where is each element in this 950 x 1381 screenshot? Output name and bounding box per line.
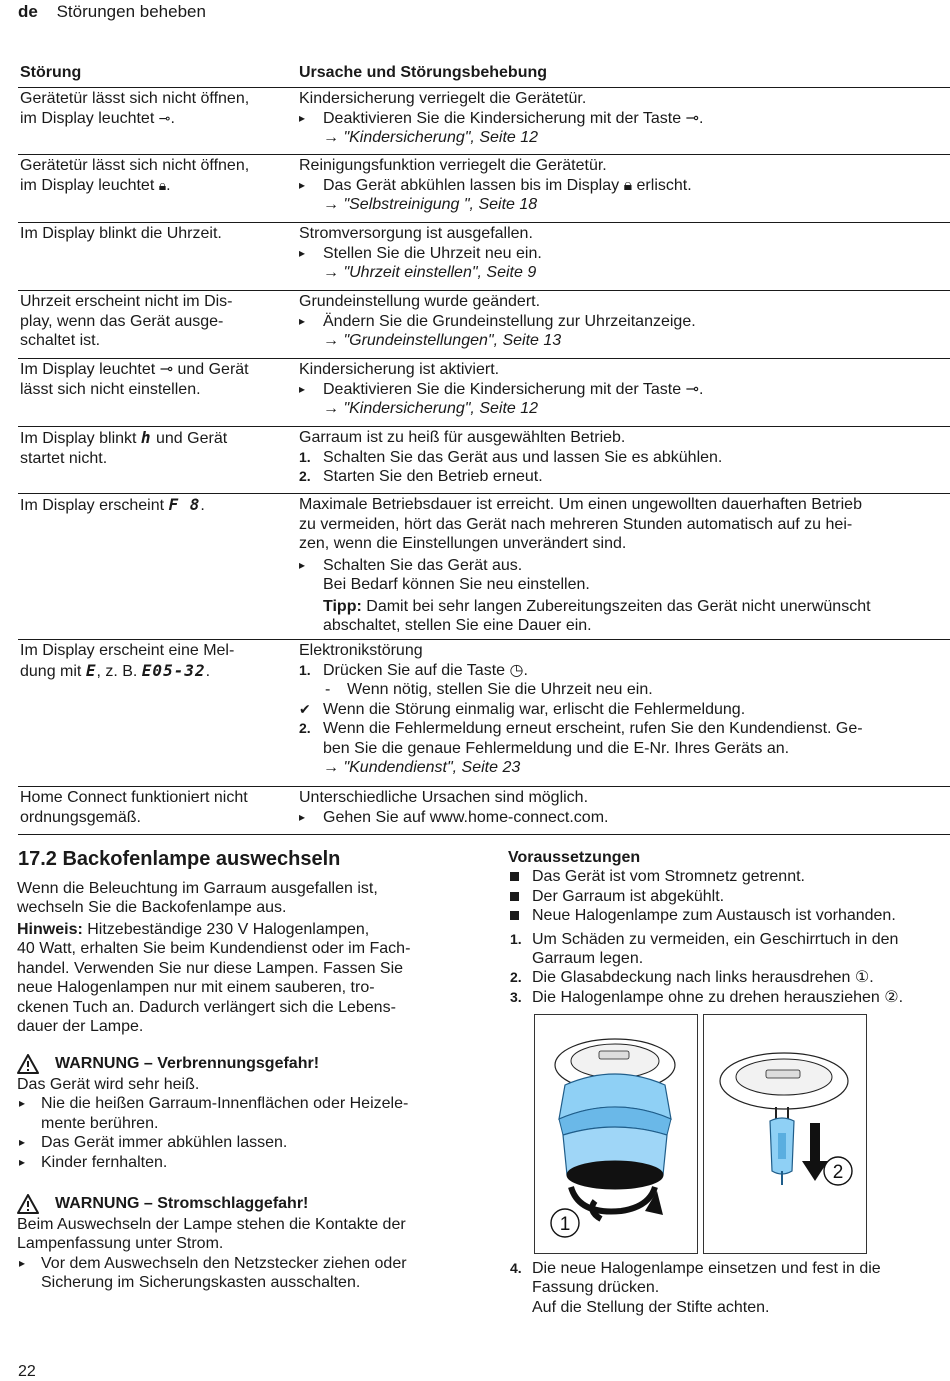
- page-header: [18, 2, 206, 22]
- note-label: Hinweis:: [17, 921, 83, 938]
- arrow-bullet-icon: ▸: [299, 557, 306, 572]
- col-header-fault: Störung: [20, 64, 82, 81]
- check-icon: ✔: [299, 700, 311, 717]
- arrow-bullet-icon: ▸: [299, 110, 306, 125]
- display-e-symbol: E: [85, 660, 97, 680]
- arrow-bullet-icon: ▸: [299, 245, 306, 260]
- display-error-code: E05-32: [141, 660, 206, 680]
- section-heading: 17.2 Backofenlampe auswechseln: [18, 848, 341, 870]
- arrow-bullet-icon: ▸: [299, 381, 306, 396]
- display-h-symbol: h: [140, 428, 152, 447]
- fault-cell: Im Display blinkt die Uhrzeit.: [20, 225, 222, 242]
- arrow-bullet-icon: ▸: [19, 1135, 26, 1150]
- arrow-bullet-icon: ▸: [299, 313, 306, 328]
- table-row: [18, 88, 950, 155]
- section-intro: Wenn die Beleuchtung im Garraum ausgefallen ist, wechseln Sie die Backofenlampe aus.: [17, 880, 378, 917]
- col-header-cause: Ursache und Störungsbehebung: [299, 64, 548, 81]
- cause-cell: Grundeinstellung wurde geändert. ▸ Ändern Sie die Grundeinstellung zur Uhrzeitanzeige. → "Grundeinstellungen", Seite 13: [299, 292, 949, 351]
- fault-cell: Gerätetür lässt sich nicht öffnen, im Display leuchtet 🔒︎.: [20, 156, 288, 196]
- table-row: [18, 155, 950, 223]
- cause-cell: Garraum ist zu heiß für ausgewählten Betrieb. 1. Schalten Sie das Gerät aus und lassen Sie es abkühlen. 2. Starten Sie den Betrieb erneut.: [299, 429, 723, 485]
- cross-reference: → "Kindersicherung", Seite 12: [323, 400, 539, 417]
- troubleshooting-table: [18, 62, 950, 835]
- display-f8-symbol: F 8: [168, 495, 201, 514]
- cause-cell: Maximale Betriebsdauer ist erreicht. Um einen ungewollten dauerhaften Betrieb zu vermeiden, hört das Gerät nach mehreren Stunden automatisch auf zu hei- zen, wenn die Einstellungen unverändert sind. ▸ Schalten Sie das Gerät aus. Bei Bedarf können Sie neu einstellen. Tipp: Damit bei sehr langen Zubereitungszeiten das Gerät nicht unerwünscht abschaltet, stellen Sie eine Dauer ein.: [299, 495, 949, 636]
- fault-cell: Im Display leuchtet ⊸ und Gerät lässt sich nicht einstellen.: [20, 361, 249, 398]
- figure-pull-lamp: [703, 1014, 867, 1254]
- arrow-bullet-icon: ▸: [19, 1154, 26, 1169]
- arrow-bullet-icon: ▸: [19, 1096, 26, 1111]
- square-bullet-icon: [510, 892, 519, 901]
- cross-reference: → "Grundeinstellungen", Seite 13: [323, 332, 562, 349]
- cause-cell: Reinigungsfunktion verriegelt die Gerätetür. ▸ Das Gerät abkühlen lassen bis im Display 🔒︎ erlischt. → "Selbstreinigung ", Seite 18: [299, 156, 949, 215]
- fault-cell: Im Display blinkt h und Gerät startet nicht.: [20, 428, 228, 467]
- note-block: Hinweis: Hitzebeständige 230 V Halogenlampen, 40 Watt, erhalten Sie beim Kundendienst oder im Fach- handel. Verwenden Sie nur diese Lampen. Fassen Sie neue Halogenlampen nur mit einem sauberen, tro- ckenen Tuch an. Dadurch verlängert sich die Lebens- dauer der Lampe.: [17, 921, 411, 1036]
- table-row: [18, 359, 950, 427]
- cross-reference: → "Selbstreinigung ", Seite 18: [323, 196, 538, 213]
- figure-label-1: 1: [559, 1214, 571, 1235]
- key-lock-icon: ⊸: [158, 110, 171, 127]
- figure-label-2: 2: [832, 1162, 844, 1183]
- step-4: 4. Die neue Halogenlampe einsetzen und fest in die Fassung drücken. Auf die Stellung der Stifte achten.: [510, 1260, 881, 1316]
- fault-cell: Home Connect funktioniert nicht ordnungsgemäß.: [20, 789, 248, 826]
- arrow-bullet-icon: ▸: [299, 809, 306, 824]
- prereq-title: Voraussetzungen: [508, 849, 641, 866]
- table-header: [18, 62, 950, 88]
- table-row: [18, 640, 950, 787]
- tip-note: Tipp: Damit bei sehr langen Zubereitungszeiten das Gerät nicht unerwünscht: [323, 597, 871, 615]
- fault-cell: Gerätetür lässt sich nicht öffnen, im Display leuchtet ⊸.: [20, 89, 288, 129]
- arrow-bullet-icon: ▸: [19, 1255, 26, 1270]
- table-row: [18, 494, 950, 640]
- cause-cell: Unterschiedliche Ursachen sind möglich. ▸ Gehen Sie auf www.home-connect.com.: [299, 789, 609, 826]
- warning-shock: WARNUNG – Stromschlaggefahr! Beim Auswechseln der Lampe stehen die Kontakte der Lampenfassung unter Strom. ▸ Vor dem Auswechseln den Netzstecker ziehen oder Sicherung im Sicherungskasten ausschalten.: [17, 1195, 407, 1292]
- list-item: Das Gerät ist vom Stromnetz getrennt.: [508, 867, 948, 886]
- prerequisites: [508, 848, 948, 1007]
- lamp-cover-illustration: [535, 1015, 697, 1253]
- cause-cell: Elektronikstörung 1. Drücken Sie auf die Taste ◷. - Wenn nötig, stellen Sie die Uhrzeit neu ein. ✔ Wenn die Störung einmalig war, erlischt die Fehlermeldung. 2. Wenn die Fehlermeldung erneut erscheint, rufen Sie den Kundendienst. Ge- ben Sie die genaue Fehlermeldung und die E-Nr. Ihres Geräts an. → "Kundendienst", Seite 23: [299, 641, 949, 778]
- figure-remove-cover: [534, 1014, 698, 1254]
- language-code: de: [18, 2, 38, 21]
- cross-reference: → "Kindersicherung", Seite 12: [323, 129, 539, 146]
- warning-triangle-icon: [17, 1194, 39, 1214]
- list-item: 2. Die Glasabdeckung nach links herausdrehen ①.: [510, 969, 874, 987]
- page-number: 22: [18, 1363, 36, 1380]
- cause-cell: Stromversorgung ist ausgefallen. ▸ Stellen Sie die Uhrzeit neu ein. → "Uhrzeit einstellen", Seite 9: [299, 224, 949, 283]
- square-bullet-icon: [510, 872, 519, 881]
- list-item: 1. Um Schäden zu vermeiden, ein Geschirrtuch in den Garraum legen.: [510, 930, 899, 968]
- cross-reference: → "Kundendienst", Seite 23: [323, 759, 521, 776]
- warning-burn: WARNUNG – Verbrennungsgefahr! Das Gerät wird sehr heiß. ▸ Nie die heißen Garraum-Innenflächen oder Heizele- mente berühren. ▸ Das Gerät immer abkühlen lassen. ▸ Kinder fernhalten.: [17, 1055, 409, 1171]
- fault-cell: Im Display erscheint eine Mel- dung mit E, z. B. E05-32.: [20, 642, 235, 680]
- table-row: [18, 787, 950, 835]
- list-item: Neue Halogenlampe zum Austausch ist vorhanden.: [508, 906, 948, 925]
- table-row: [18, 291, 950, 359]
- padlock-icon: 🔒︎: [158, 177, 167, 194]
- fault-cell: Uhrzeit erscheint nicht im Dis- play, wenn das Gerät ausge- schaltet ist.: [20, 293, 233, 349]
- chapter-title: Störungen beheben: [56, 2, 206, 21]
- table-row: [18, 427, 950, 494]
- cross-reference: → "Uhrzeit einstellen", Seite 9: [323, 264, 537, 281]
- square-bullet-icon: [510, 911, 519, 920]
- list-item: 3. Die Halogenlampe ohne zu drehen herausziehen ②.: [510, 988, 904, 1006]
- cause-cell: Kindersicherung ist aktiviert. ▸ Deaktivieren Sie die Kindersicherung mit der Taste ⊸. → "Kindersicherung", Seite 12: [299, 360, 949, 419]
- table-row: [18, 223, 950, 291]
- list-item: Der Garraum ist abgekühlt.: [508, 887, 948, 906]
- cause-cell: Kindersicherung verriegelt die Gerätetür. ▸ Deaktivieren Sie die Kindersicherung mit der Taste ⊸. → "Kindersicherung", Seite 12: [299, 89, 949, 148]
- warning-triangle-icon: [17, 1054, 39, 1074]
- halogen-lamp-illustration: [704, 1015, 866, 1253]
- fault-cell: Im Display erscheint F 8.: [20, 495, 205, 514]
- arrow-bullet-icon: ▸: [299, 177, 306, 192]
